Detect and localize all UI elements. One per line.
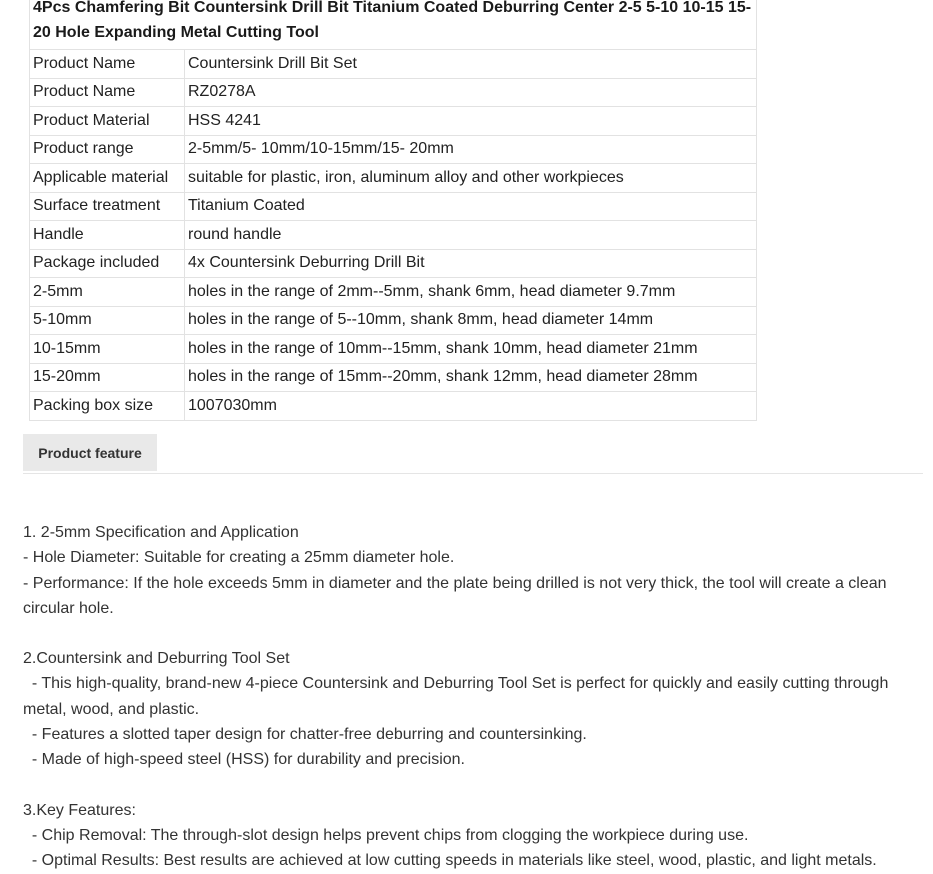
spec-label: Product Name bbox=[30, 78, 185, 107]
spec-row bbox=[30, 221, 757, 250]
spec-value: 1007030mm bbox=[185, 392, 757, 421]
tab-bar bbox=[23, 432, 923, 474]
spec-row bbox=[30, 249, 757, 278]
spec-label: Surface treatment bbox=[30, 192, 185, 221]
spec-row bbox=[30, 278, 757, 307]
section-2-line: - Features a slotted taper design for chatter-free deburring and countersinking. bbox=[23, 726, 587, 744]
spec-row bbox=[30, 78, 757, 107]
spec-value: Titanium Coated bbox=[185, 192, 757, 221]
spec-row bbox=[30, 50, 757, 79]
section-2-line: - Made of high-speed steel (HSS) for durability and precision. bbox=[23, 751, 465, 769]
spec-value: suitable for plastic, iron, aluminum alloy and other workpieces bbox=[185, 164, 757, 193]
title-row bbox=[30, 0, 757, 50]
spec-label: 5-10mm bbox=[30, 306, 185, 335]
spec-value: HSS 4241 bbox=[185, 107, 757, 136]
section-3-line: - Chip Removal: The through-slot design helps prevent chips from clogging the workpiece during use. bbox=[23, 826, 749, 844]
product-title: 4Pcs Chamfering Bit Countersink Drill Bit Titanium Coated Deburring Center 2-5 5-10 10-15 15-20 Hole Expanding Metal Cutting Tool bbox=[30, 0, 757, 50]
spec-value: holes in the range of 2mm--5mm, shank 6mm, head diameter 9.7mm bbox=[185, 278, 757, 307]
spec-row bbox=[30, 363, 757, 392]
spec-row bbox=[30, 107, 757, 136]
spec-row bbox=[30, 306, 757, 335]
spec-table bbox=[29, 0, 757, 421]
spec-value: 2-5mm/5- 10mm/10-15mm/15- 20mm bbox=[185, 135, 757, 164]
spec-label: Product Name bbox=[30, 50, 185, 79]
spec-value: holes in the range of 15mm--20mm, shank 12mm, head diameter 28mm bbox=[185, 363, 757, 392]
spec-row bbox=[30, 392, 757, 421]
section-1-line: - Hole Diameter: Suitable for creating a 25mm diameter hole. bbox=[23, 549, 455, 567]
tab-product-feature[interactable]: Product feature bbox=[23, 434, 157, 471]
spec-value: 4x Countersink Deburring Drill Bit bbox=[185, 249, 757, 278]
spec-value: holes in the range of 10mm--15mm, shank 10mm, head diameter 21mm bbox=[185, 335, 757, 364]
spec-row bbox=[30, 164, 757, 193]
spec-value: RZ0278A bbox=[185, 78, 757, 107]
spec-label: Handle bbox=[30, 221, 185, 250]
spec-row bbox=[30, 192, 757, 221]
spec-label: Package included bbox=[30, 249, 185, 278]
section-3-title: 3.Key Features: bbox=[23, 801, 136, 819]
section-1-title: 1. 2-5mm Specification and Application bbox=[23, 524, 299, 541]
spec-label: 15-20mm bbox=[30, 363, 185, 392]
spec-value: holes in the range of 5--10mm, shank 8mm, head diameter 14mm bbox=[185, 306, 757, 335]
spec-label: Packing box size bbox=[30, 392, 185, 421]
product-description bbox=[23, 520, 923, 874]
spec-row bbox=[30, 335, 757, 364]
spec-label: Product Material bbox=[30, 107, 185, 136]
spec-label: 2-5mm bbox=[30, 278, 185, 307]
spec-label: Product range bbox=[30, 135, 185, 164]
section-2-title: 2.Countersink and Deburring Tool Set bbox=[23, 650, 290, 668]
spec-row bbox=[30, 135, 757, 164]
spec-label: Applicable material bbox=[30, 164, 185, 193]
spec-label: 10-15mm bbox=[30, 335, 185, 364]
spec-value: Countersink Drill Bit Set bbox=[185, 50, 757, 79]
section-3-line: - Optimal Results: Best results are achieved at low cutting speeds in materials like steel, wood, plastic, and light metals. bbox=[23, 852, 877, 870]
section-1-line: - Performance: If the hole exceeds 5mm in diameter and the plate being drilled is not very thick, the tool will create a clean circular hole. bbox=[23, 574, 892, 617]
section-2-line: - This high-quality, brand-new 4-piece Countersink and Deburring Tool Set is perfect for quickly and easily cutting through metal, wood, and plastic. bbox=[23, 675, 893, 718]
spec-value: round handle bbox=[185, 221, 757, 250]
